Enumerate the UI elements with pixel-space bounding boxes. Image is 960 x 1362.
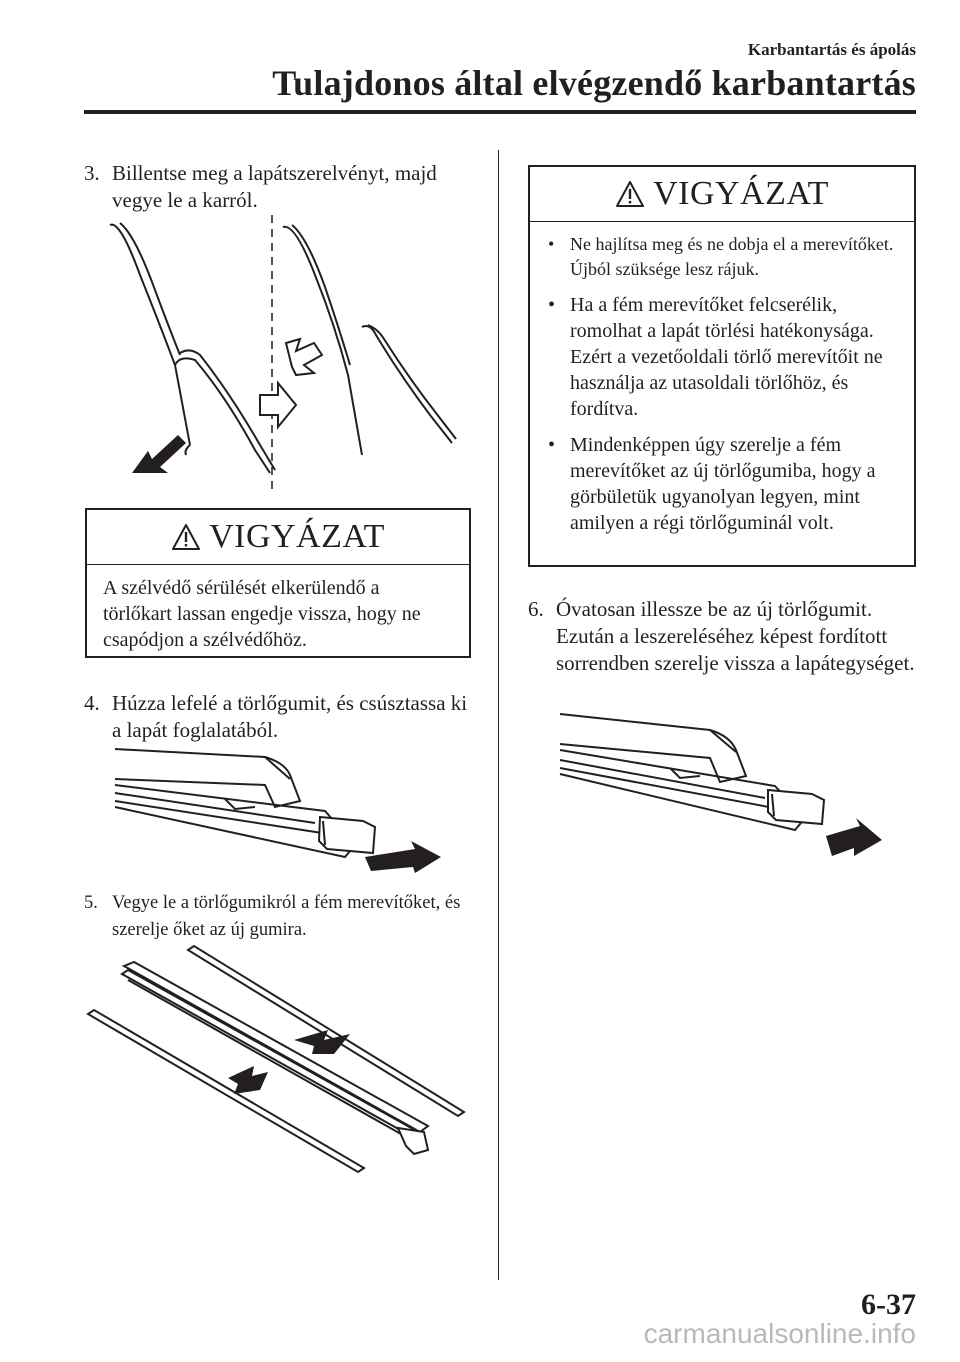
wiper-removal-illustration — [100, 215, 480, 490]
caution-list-item: • Mindenképpen úgy szerelje a fém merevítőket az új törlőgumiba, hogy a görbületük ugyanolyan legyen, mint amilyen a régi törlőguminál volt. — [548, 434, 876, 534]
warning-triangle-icon — [171, 523, 201, 551]
step-4 — [84, 690, 474, 744]
step-number: 6. — [528, 597, 544, 621]
wiper-rubber-slide-illustration — [115, 745, 445, 880]
column-divider — [498, 150, 499, 1280]
chapter-title: Tulajdonos által elvégzendő karbantartás — [272, 63, 916, 103]
step-text: Óvatosan illessze be az új törlőgumit. Ezután a leszereléséhez képest fordított sorrendben szerelje vissza a lapátegységet. — [556, 597, 915, 675]
caution-title: VIGYÁZAT — [209, 518, 385, 555]
step-number: 5. — [84, 893, 98, 913]
step-text: Húzza lefelé a törlőgumit, és csúsztassa ki a lapát foglalatából. — [112, 691, 468, 742]
metal-strips-illustration — [88, 950, 468, 1175]
header-rule — [84, 110, 916, 114]
bullet-icon: • — [548, 434, 556, 456]
warning-triangle-icon — [615, 180, 645, 208]
wiper-rubber-insert-illustration — [560, 710, 890, 870]
caution-box-right — [528, 165, 916, 567]
bullet-icon: • — [548, 234, 555, 254]
step-text: Vegye le a törlőgumikról a fém merevítőket, és szerelje őket az új gumira. — [112, 893, 461, 940]
step-number: 3. — [84, 161, 100, 185]
step-number: 4. — [84, 691, 100, 715]
step-3 — [84, 160, 474, 214]
step-text: Billentse meg a lapátszerelvényt, majd vegye le a karról. — [112, 161, 437, 212]
caution-text: A szélvédő sérülését elkerülendő a törlőkart lassan engedje vissza, hogy ne csapódjon a szélvédőhöz. — [103, 577, 421, 651]
caution-box-left — [85, 508, 471, 658]
step-5 — [84, 890, 484, 944]
caution-list-container — [530, 222, 914, 548]
step-6 — [528, 596, 918, 677]
caution-title: VIGYÁZAT — [653, 175, 829, 212]
caution-list-item: • Ne hajlítsa meg és ne dobja el a merevítőket. Újból szüksége lesz rájuk. — [548, 234, 894, 279]
page-number: 6-37 — [861, 1288, 916, 1321]
caution-list — [546, 232, 898, 536]
caution-header — [87, 510, 469, 565]
watermark: carmanualsonline.info — [643, 1318, 916, 1349]
caution-list-item: • Ha a fém merevítőket felcserélik, romolhat a lapát törlési hatékonysága. Ezért a vezetőoldali törlő merevítőit ne használja az utasoldali törlőhöz, és fordítva. — [548, 294, 883, 420]
bullet-icon: • — [548, 294, 556, 316]
caution-header — [530, 167, 914, 222]
section-label: Karbantartás és ápolás — [747, 40, 916, 59]
